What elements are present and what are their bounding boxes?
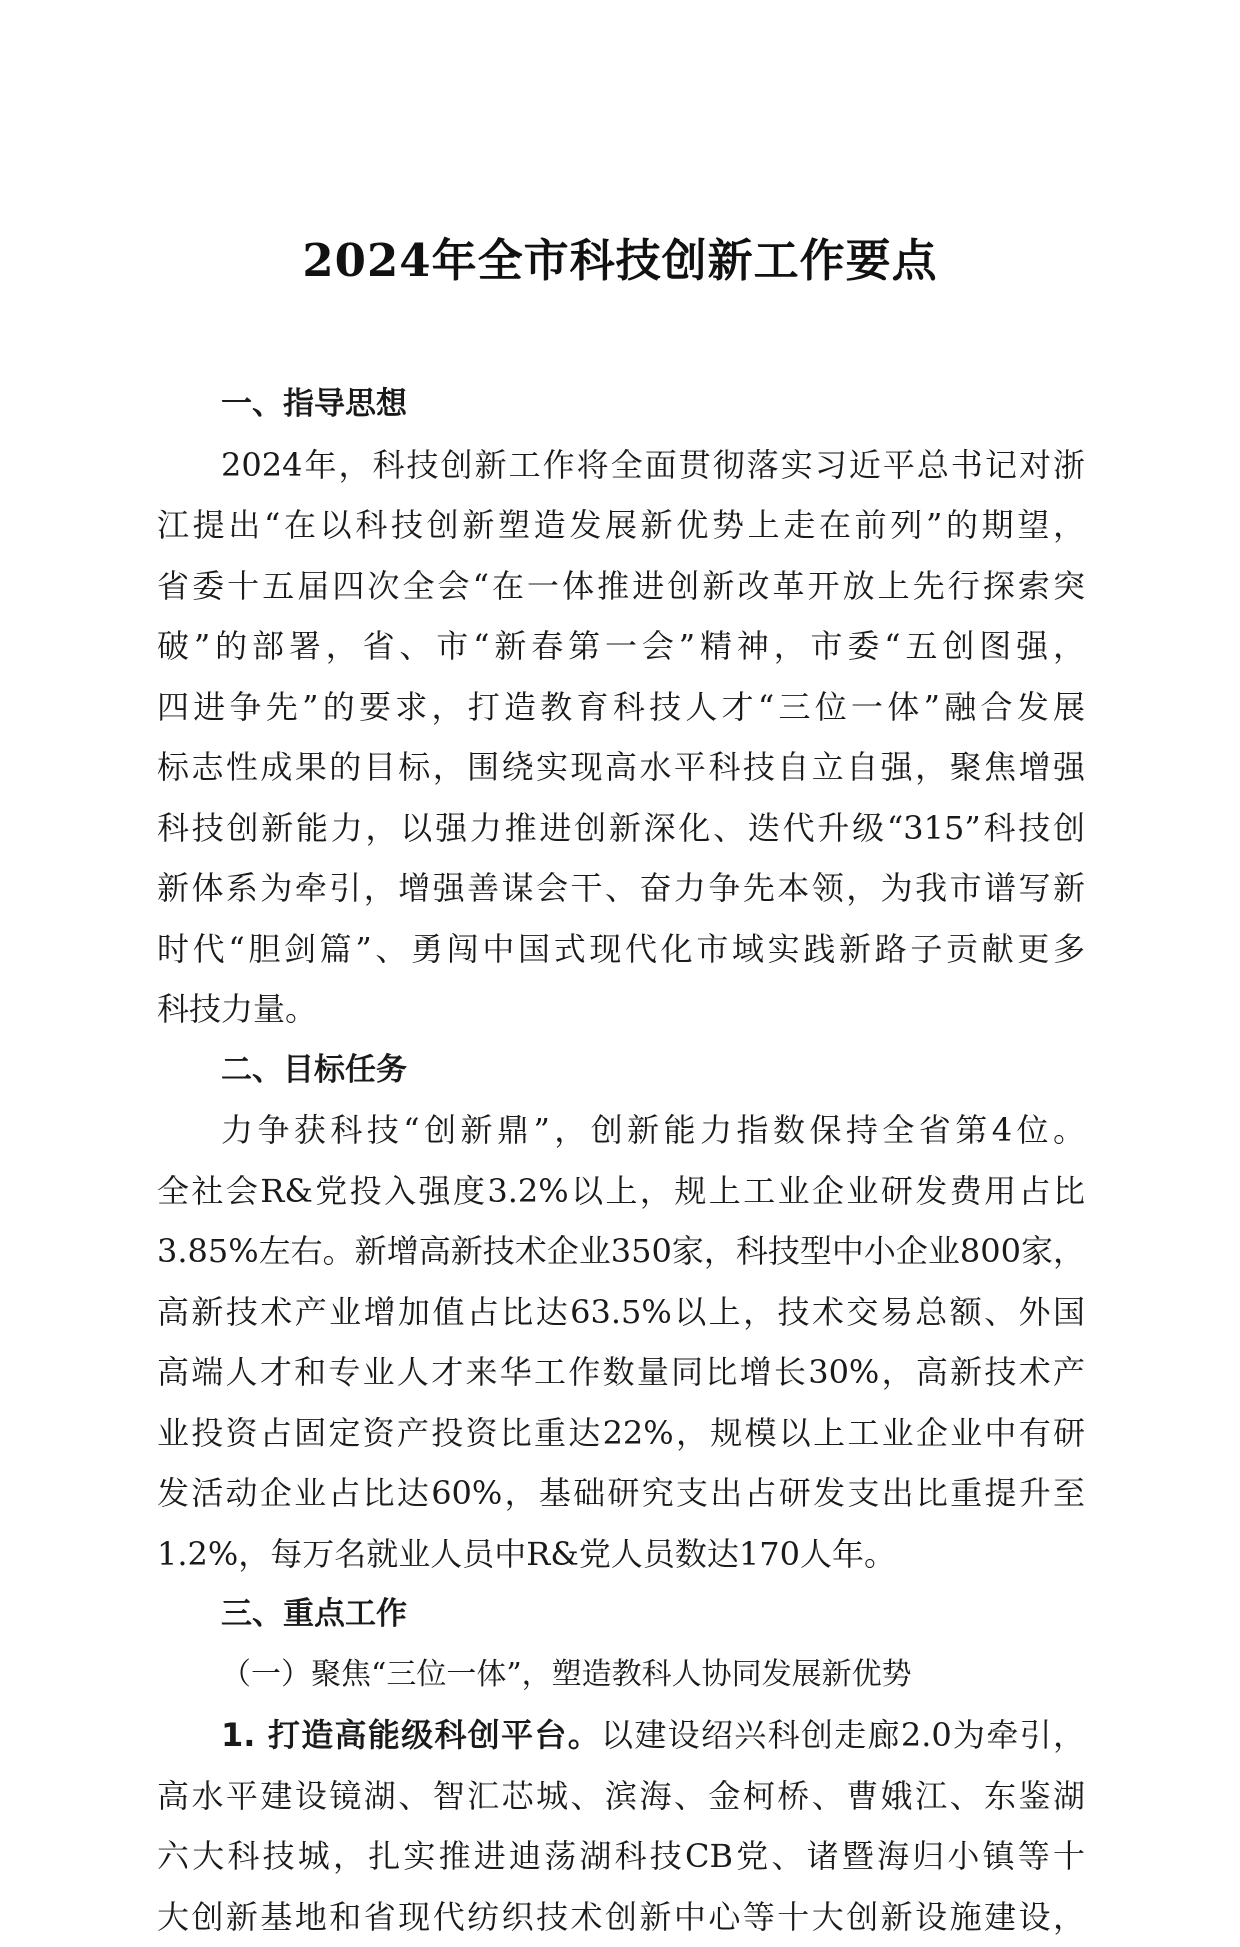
paragraph-line: 六大科技城，扎实推进迪荡湖科技CB党、诸暨海归小镇等十	[157, 1826, 1085, 1887]
section-heading-goals-tasks: 二、目标任务	[157, 1040, 1085, 1101]
paragraph-line: 破”的部署，省、市“新春第一会”精神，市委“五创图强，	[157, 616, 1085, 677]
paragraph-line: 标志性成果的目标，围绕实现高水平科技自立自强，聚焦增强	[157, 737, 1085, 798]
paragraph-line: 力争获科技“创新鼎”，创新能力指数保持全省第4位。	[157, 1100, 1085, 1161]
subsection-heading: （一）聚焦“三位一体”，塑造教科人协同发展新优势	[157, 1645, 1085, 1706]
document-title: 2024年全市科技创新工作要点	[0, 226, 1240, 296]
paragraph-line: 全社会R&党投入强度3.2%以上，规上工业企业研发费用占比	[157, 1161, 1085, 1222]
item-lead-title: 1. 打造高能级科创平台。	[221, 1716, 601, 1754]
paragraph-line: 发活动企业占比达60%，基础研究支出占研发支出比重提升至	[157, 1463, 1085, 1524]
section-heading-guiding-ideology: 一、指导思想	[157, 374, 1085, 435]
paragraph-line: 高端人才和专业人才来华工作数量同比增长30%，高新技术产	[157, 1342, 1085, 1403]
paragraph-line: 科技创新能力，以强力推进创新深化、迭代升级“315”科技创	[157, 798, 1085, 859]
section-heading-key-work: 三、重点工作	[157, 1584, 1085, 1645]
paragraph-line: 四进争先”的要求，打造教育科技人才“三位一体”融合发展	[157, 677, 1085, 738]
paragraph-line: 省委十五届四次全会“在一体推进创新改革开放上先行探索突	[157, 556, 1085, 617]
paragraph-line: 高水平建设镜湖、智汇芯城、滨海、金柯桥、曹娥江、东鉴湖	[157, 1766, 1085, 1827]
item-text: 以建设绍兴科创走廊2.0为牵引，	[601, 1716, 1085, 1754]
paragraph-line: 1.2%，每万名就业人员中R&党人员数达170人年。	[157, 1524, 1085, 1585]
paragraph-line: 3.85%左右。新增高新技术企业350家，科技型中小企业800家，	[157, 1221, 1085, 1282]
paragraph-line: 大创新基地和省现代纺织技术创新中心等十大创新设施建设，	[157, 1887, 1085, 1947]
paragraph-line: 科技力量。	[157, 979, 1085, 1040]
paragraph-line: 江提出“在以科技创新塑造发展新优势上走在前列”的期望，	[157, 495, 1085, 556]
paragraph-line: 时代“胆剑篇”、勇闯中国式现代化市域实践新路子贡献更多	[157, 919, 1085, 980]
document-body	[157, 374, 1085, 1947]
paragraph-line: 高新技术产业增加值占比达63.5%以上，技术交易总额、外国	[157, 1282, 1085, 1343]
paragraph-line: 2024年，科技创新工作将全面贯彻落实习近平总书记对浙	[157, 435, 1085, 496]
paragraph-line: 新体系为牵引，增强善谋会干、奋力争先本领，为我市谱写新	[157, 858, 1085, 919]
numbered-item-line	[157, 1705, 1085, 1766]
paragraph-line: 业投资占固定资产投资比重达22%，规模以上工业企业中有研	[157, 1403, 1085, 1464]
